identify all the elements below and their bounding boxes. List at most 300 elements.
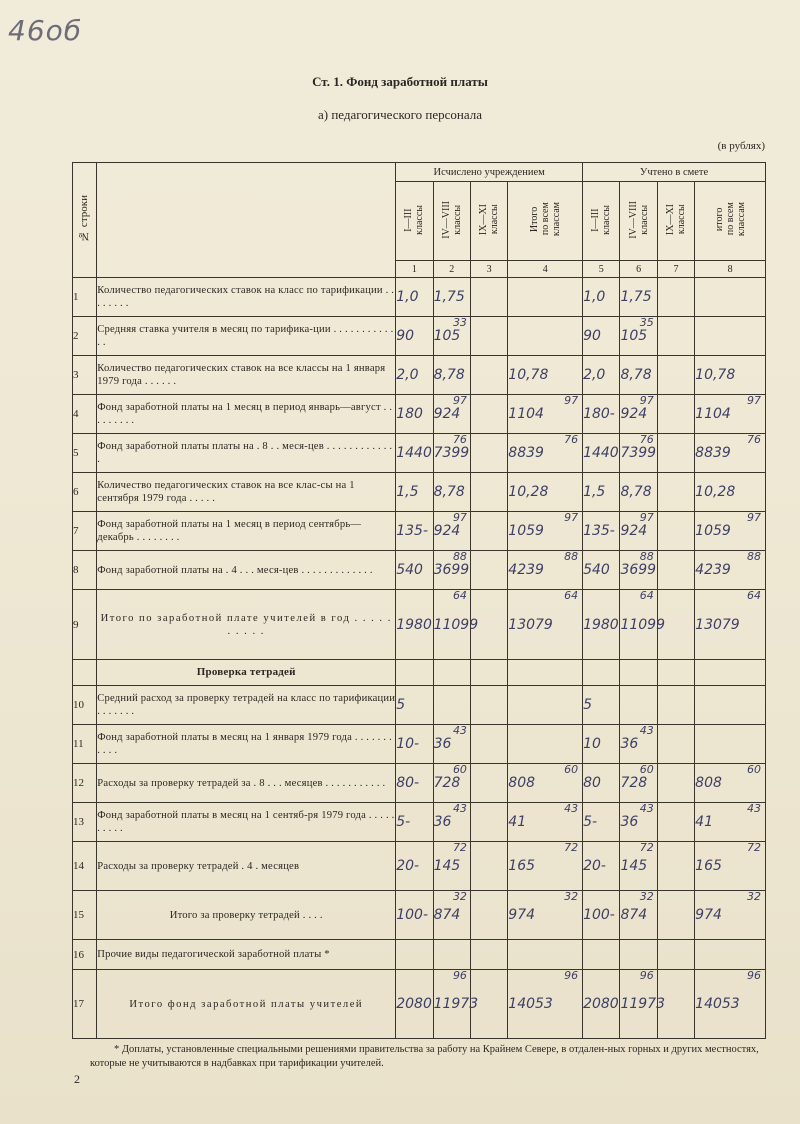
column-number-7: 7 — [657, 261, 694, 278]
row-description: Итого за проверку тетрадей . . . . — [97, 891, 396, 940]
value-cell — [396, 686, 433, 725]
handwritten-value: 1104 — [508, 406, 544, 422]
row-number: 4 — [73, 395, 97, 434]
row-number-header: № строки — [73, 163, 97, 278]
value-cell — [657, 551, 694, 590]
handwritten-value: 924 — [433, 523, 461, 539]
handwritten-kopecks: 72 — [452, 841, 467, 854]
value-cell — [657, 278, 694, 317]
value-cell — [470, 725, 507, 764]
handwritten-value: 14053 — [695, 996, 740, 1012]
table-row — [73, 764, 766, 803]
handwritten-value: 100- — [396, 907, 428, 923]
value-cell — [508, 434, 583, 473]
row-number: 1 — [73, 278, 97, 317]
handwritten-kopecks: 88 — [452, 550, 467, 563]
handwritten-kopecks: 64 — [452, 589, 467, 602]
handwritten-value: 20- — [583, 858, 606, 874]
value-cell — [508, 970, 583, 1039]
handwritten-value: 4239 — [508, 562, 544, 578]
value-cell — [470, 551, 507, 590]
value-cell — [433, 512, 470, 551]
value-cell — [583, 278, 620, 317]
value-cell — [508, 356, 583, 395]
row-description: Средняя ставка учителя в месяц по тарифика-ции . . . . . . . . . . . . . — [97, 317, 396, 356]
value-cell — [508, 842, 583, 891]
handwritten-value: 13079 — [508, 616, 553, 633]
value-cell — [695, 660, 766, 686]
row-number: 10 — [73, 686, 97, 725]
column-header-2: IV—VIII классы — [433, 182, 470, 261]
handwritten-value: 7399 — [620, 445, 657, 461]
handwritten-value: 1980 — [583, 616, 619, 633]
value-cell — [433, 969, 479, 1039]
value-cell — [433, 356, 470, 395]
handwritten-archive-note: 46об — [8, 14, 83, 47]
row-description: Прочие виды педагогической заработной платы * — [97, 940, 396, 970]
handwritten-value: 4239 — [695, 562, 731, 578]
column-number-3: 3 — [470, 261, 507, 278]
handwritten-kopecks: 76 — [452, 433, 467, 446]
handwritten-value: 8,78 — [620, 484, 652, 500]
handwritten-kopecks: 97 — [452, 511, 467, 524]
page-number: 2 — [74, 1072, 80, 1086]
value-cell — [396, 317, 433, 356]
value-cell — [508, 940, 583, 970]
value-cell — [583, 434, 620, 473]
row-number: 14 — [73, 842, 97, 891]
handwritten-value: 41 — [695, 814, 713, 830]
description-header — [97, 163, 396, 278]
row-description: Фонд заработной платы на 1 месяц в период январь—август . . . . . . . . . — [97, 395, 396, 434]
row-number: 16 — [73, 940, 97, 970]
row-number: 17 — [73, 970, 97, 1039]
handwritten-kopecks: 33 — [452, 316, 467, 329]
table-row — [73, 512, 766, 551]
value-cell — [470, 803, 507, 842]
column-header-6: IV—VIII классы — [620, 182, 657, 261]
handwritten-kopecks: 60 — [747, 763, 761, 776]
row-number: 15 — [73, 891, 97, 940]
group-calculated-header: Исчислено учреждением — [396, 163, 583, 182]
header-group-row — [73, 163, 766, 182]
row-description: Расходы за проверку тетрадей . 4 . месяцев — [97, 842, 396, 891]
row-description: Количество педагогических ставок на все клас-сы на 1 сентября 1979 года . . . . . — [97, 473, 396, 512]
value-cell — [620, 317, 657, 356]
value-cell — [433, 551, 470, 590]
value-cell — [695, 278, 766, 317]
handwritten-value: 13079 — [695, 616, 740, 633]
value-cell — [433, 803, 470, 842]
table-row — [73, 590, 766, 660]
value-cell — [657, 686, 694, 725]
handwritten-value: 11973 — [433, 996, 479, 1012]
value-cell — [508, 891, 583, 940]
handwritten-value: 105 — [620, 328, 648, 344]
handwritten-value: 80 — [583, 775, 601, 791]
row-description: Проверка тетрадей — [97, 660, 396, 686]
row-number: 13 — [73, 803, 97, 842]
column-header-8: итого по всем классам — [695, 182, 766, 261]
value-cell — [508, 725, 583, 764]
value-cell — [470, 970, 507, 1039]
handwritten-value: 2,0 — [583, 367, 606, 383]
handwritten-kopecks: 88 — [747, 550, 761, 563]
value-cell — [583, 970, 620, 1039]
column-number-6: 6 — [620, 261, 657, 278]
handwritten-kopecks: 60 — [452, 763, 467, 776]
handwritten-value: 180 — [396, 406, 423, 422]
value-cell — [433, 278, 470, 317]
handwritten-value: 8839 — [695, 445, 731, 461]
page-subtitle: а) педагогического персонала — [318, 107, 482, 122]
handwritten-value: 145 — [433, 858, 461, 874]
value-cell — [620, 803, 657, 842]
value-cell — [470, 764, 507, 803]
handwritten-value: 10,78 — [508, 367, 549, 383]
handwritten-value: 10,28 — [695, 484, 736, 500]
handwritten-value: 8,78 — [620, 367, 652, 383]
value-cell — [470, 395, 507, 434]
value-cell — [433, 473, 470, 512]
handwritten-value: 1059 — [508, 523, 544, 539]
handwritten-kopecks: 97 — [747, 394, 761, 407]
handwritten-kopecks: 32 — [452, 890, 467, 903]
value-cell — [396, 940, 433, 970]
value-cell — [657, 725, 694, 764]
handwritten-value: 10,28 — [508, 484, 549, 500]
handwritten-value: 1440 — [396, 445, 432, 461]
value-cell — [583, 473, 620, 512]
table-row — [73, 842, 766, 891]
value-cell — [433, 940, 470, 970]
value-cell — [470, 842, 507, 891]
handwritten-kopecks: 76 — [564, 433, 579, 446]
value-cell — [433, 434, 470, 473]
column-header-7: IX—XI классы — [657, 182, 694, 261]
handwritten-kopecks: 43 — [747, 802, 761, 815]
row-number: 9 — [73, 590, 97, 660]
value-cell — [508, 395, 583, 434]
value-cell — [508, 512, 583, 551]
page-title: Ст. 1. Фонд заработной платы — [312, 74, 488, 89]
value-cell — [508, 686, 583, 725]
value-cell — [433, 891, 470, 940]
handwritten-value: 924 — [620, 406, 648, 422]
table-row — [73, 660, 766, 686]
value-cell — [470, 356, 507, 395]
handwritten-value: 540 — [396, 562, 423, 578]
handwritten-value: 7399 — [433, 445, 470, 461]
handwritten-value: 874 — [620, 907, 648, 923]
table-row — [73, 940, 766, 970]
handwritten-kopecks: 97 — [639, 394, 654, 407]
value-cell — [583, 842, 620, 891]
value-cell — [396, 473, 433, 512]
value-cell — [470, 317, 507, 356]
column-number-4: 4 — [508, 261, 583, 278]
row-description: Фонд заработной платы на 1 месяц в период сентябрь—декабрь . . . . . . . . — [97, 512, 396, 551]
value-cell — [657, 764, 694, 803]
handwritten-value: 808 — [695, 775, 722, 791]
value-cell — [695, 512, 766, 551]
handwritten-value: 2080 — [583, 996, 619, 1012]
handwritten-kopecks: 88 — [639, 550, 654, 563]
handwritten-value: 3699 — [620, 562, 657, 578]
value-cell — [657, 590, 694, 660]
handwritten-kopecks: 64 — [564, 589, 579, 602]
handwritten-kopecks: 32 — [747, 890, 761, 903]
handwritten-kopecks: 72 — [747, 841, 761, 854]
value-cell — [657, 395, 694, 434]
salary-fund-table — [72, 162, 766, 1039]
handwritten-kopecks: 97 — [639, 511, 654, 524]
value-cell — [396, 891, 433, 940]
value-cell — [657, 434, 694, 473]
handwritten-value: 135- — [583, 523, 615, 539]
value-cell — [695, 725, 766, 764]
handwritten-kopecks: 43 — [452, 724, 467, 737]
handwritten-kopecks: 72 — [564, 841, 579, 854]
value-cell — [470, 660, 507, 686]
column-header-1: I—III классы — [396, 182, 433, 261]
table-row — [73, 725, 766, 764]
value-cell — [695, 356, 766, 395]
value-cell — [433, 764, 470, 803]
handwritten-value: 165 — [695, 858, 722, 874]
value-cell — [508, 551, 583, 590]
handwritten-value: 10,78 — [695, 367, 736, 383]
value-cell — [470, 590, 507, 660]
handwritten-value: 5- — [583, 814, 598, 830]
handwritten-kopecks: 60 — [639, 763, 654, 776]
value-cell — [508, 660, 583, 686]
handwritten-value: 8839 — [508, 445, 544, 461]
value-cell — [620, 551, 657, 590]
handwritten-value: 728 — [433, 775, 461, 791]
value-cell — [470, 434, 507, 473]
row-description: Количество педагогических ставок на все классы на 1 января 1979 года . . . . . . — [97, 356, 396, 395]
handwritten-value: 165 — [508, 858, 536, 874]
handwritten-value: 10 — [583, 736, 601, 752]
handwritten-value: 1,5 — [396, 484, 419, 500]
handwritten-kopecks: 97 — [564, 511, 579, 524]
handwritten-kopecks: 32 — [639, 890, 654, 903]
row-number: 12 — [73, 764, 97, 803]
handwritten-kopecks: 76 — [639, 433, 654, 446]
handwritten-value: 36 — [433, 814, 452, 830]
handwritten-kopecks: 32 — [564, 890, 579, 903]
value-cell — [583, 686, 620, 725]
handwritten-kopecks: 96 — [639, 969, 654, 982]
column-header-3: IX—XI классы — [470, 182, 507, 261]
handwritten-value: 10- — [396, 736, 420, 752]
handwritten-value: 924 — [433, 406, 461, 422]
value-cell — [695, 891, 766, 940]
value-cell — [620, 589, 665, 660]
handwritten-kopecks: 97 — [564, 394, 579, 407]
value-cell — [695, 686, 766, 725]
value-cell — [695, 970, 766, 1039]
value-cell — [657, 473, 694, 512]
handwritten-kopecks: 96 — [747, 969, 761, 982]
handwritten-value: 36 — [620, 736, 639, 752]
handwritten-value: 1980 — [396, 616, 432, 633]
value-cell — [396, 512, 433, 551]
column-number-8: 8 — [695, 261, 766, 278]
value-cell — [620, 764, 657, 803]
row-number: 5 — [73, 434, 97, 473]
row-number: 11 — [73, 725, 97, 764]
handwritten-value: 3699 — [433, 562, 470, 578]
value-cell — [433, 842, 470, 891]
handwritten-value: 36 — [620, 814, 639, 830]
value-cell — [396, 970, 433, 1039]
value-cell — [508, 473, 583, 512]
value-cell — [657, 512, 694, 551]
value-cell — [396, 434, 433, 473]
table-row — [73, 278, 766, 317]
value-cell — [620, 278, 657, 317]
value-cell — [433, 395, 470, 434]
value-cell — [657, 803, 694, 842]
column-header-4: Итого по всем классам — [508, 182, 583, 261]
value-cell — [470, 473, 507, 512]
handwritten-value: 1,75 — [620, 289, 652, 305]
handwritten-value: 1,5 — [583, 484, 606, 500]
value-cell — [583, 725, 620, 764]
value-cell — [620, 356, 657, 395]
row-description: Итого фонд заработной платы учителей — [97, 970, 396, 1039]
handwritten-value: 1,0 — [583, 289, 606, 305]
value-cell — [657, 356, 694, 395]
value-cell — [583, 356, 620, 395]
handwritten-value: 5 — [396, 697, 406, 713]
handwritten-kopecks: 35 — [639, 316, 654, 329]
value-cell — [695, 473, 766, 512]
value-cell — [657, 660, 694, 686]
table-row — [73, 803, 766, 842]
value-cell — [508, 278, 583, 317]
handwritten-value: 1,75 — [433, 289, 465, 305]
value-cell — [396, 278, 433, 317]
value-cell — [396, 395, 433, 434]
value-cell — [433, 686, 470, 725]
value-cell — [396, 660, 433, 686]
handwritten-kopecks: 43 — [452, 802, 467, 815]
handwritten-kopecks: 88 — [564, 550, 579, 563]
group-estimate-header: Учтено в смете — [583, 163, 766, 182]
value-cell — [396, 764, 433, 803]
value-cell — [396, 803, 433, 842]
row-description: Фонд заработной платы в месяц на 1 января 1979 года . . . . . . . . . . . — [97, 725, 396, 764]
table-row — [73, 686, 766, 725]
table-row — [73, 317, 766, 356]
units-note: (в рублях) — [717, 140, 765, 152]
value-cell — [620, 434, 657, 473]
value-cell — [396, 842, 433, 891]
column-number-2: 2 — [433, 261, 470, 278]
row-description: Средний расход за проверку тетрадей на класс по тарификации . . . . . . . — [97, 686, 396, 725]
value-cell — [620, 891, 657, 940]
handwritten-value: 1059 — [695, 523, 731, 539]
handwritten-value: 874 — [433, 907, 461, 923]
value-cell — [695, 590, 766, 660]
row-number: 6 — [73, 473, 97, 512]
row-description: Фонд заработной платы платы на . 8 . . меся-цев . . . . . . . . . . . . . — [97, 434, 396, 473]
value-cell — [433, 317, 470, 356]
handwritten-value: 8,78 — [433, 484, 465, 500]
handwritten-value: 135- — [396, 523, 428, 539]
value-cell — [695, 395, 766, 434]
footnote: * Доплаты, установленные специальными решениями правительства за работу на Крайнем Севере, в отдален-ных горных и других местностях, которые не учитываются в надбавках при тарификации учителей. — [90, 1044, 759, 1069]
row-number: 8 — [73, 551, 97, 590]
value-cell — [396, 590, 433, 660]
handwritten-value: 1,0 — [396, 289, 419, 305]
row-number: 7 — [73, 512, 97, 551]
handwritten-kopecks: 72 — [639, 841, 654, 854]
table-row — [73, 395, 766, 434]
handwritten-value: 105 — [433, 328, 461, 344]
value-cell — [508, 803, 583, 842]
handwritten-kopecks: 96 — [452, 969, 467, 982]
handwritten-value: 1104 — [695, 406, 731, 422]
value-cell — [695, 551, 766, 590]
value-cell — [470, 940, 507, 970]
handwritten-kopecks: 43 — [564, 802, 579, 815]
handwritten-value: 11973 — [620, 996, 665, 1012]
value-cell — [620, 512, 657, 551]
handwritten-value: 180- — [583, 406, 615, 422]
handwritten-kopecks: 43 — [639, 802, 654, 815]
table-row — [73, 551, 766, 590]
value-cell — [620, 660, 657, 686]
value-cell — [620, 725, 657, 764]
value-cell — [470, 686, 507, 725]
value-cell — [620, 473, 657, 512]
value-cell — [396, 551, 433, 590]
handwritten-value: 20- — [396, 858, 420, 874]
value-cell — [470, 278, 507, 317]
value-cell — [583, 395, 620, 434]
handwritten-value: 974 — [695, 907, 722, 923]
row-description: Фонд заработной платы на . 4 . . . меся-цев . . . . . . . . . . . . . — [97, 551, 396, 590]
handwritten-value: 2080 — [396, 996, 432, 1012]
value-cell — [396, 356, 433, 395]
value-cell — [620, 940, 657, 970]
handwritten-kopecks: 43 — [639, 724, 654, 737]
value-cell — [433, 660, 470, 686]
value-cell — [508, 764, 583, 803]
row-number: 3 — [73, 356, 97, 395]
value-cell — [583, 764, 620, 803]
value-cell — [583, 551, 620, 590]
value-cell — [657, 842, 694, 891]
handwritten-value: 540 — [583, 562, 610, 578]
column-header-5: I—III классы — [583, 182, 620, 261]
handwritten-value: 14053 — [508, 996, 553, 1012]
value-cell — [583, 940, 620, 970]
handwritten-value: 90 — [396, 328, 415, 344]
handwritten-value: 924 — [620, 523, 648, 539]
table-row — [73, 473, 766, 512]
handwritten-value: 5- — [396, 814, 411, 830]
table-row — [73, 891, 766, 940]
handwritten-value: 1440 — [583, 445, 619, 461]
handwritten-value: 728 — [620, 775, 648, 791]
handwritten-value: 8,78 — [433, 367, 465, 383]
value-cell — [657, 317, 694, 356]
